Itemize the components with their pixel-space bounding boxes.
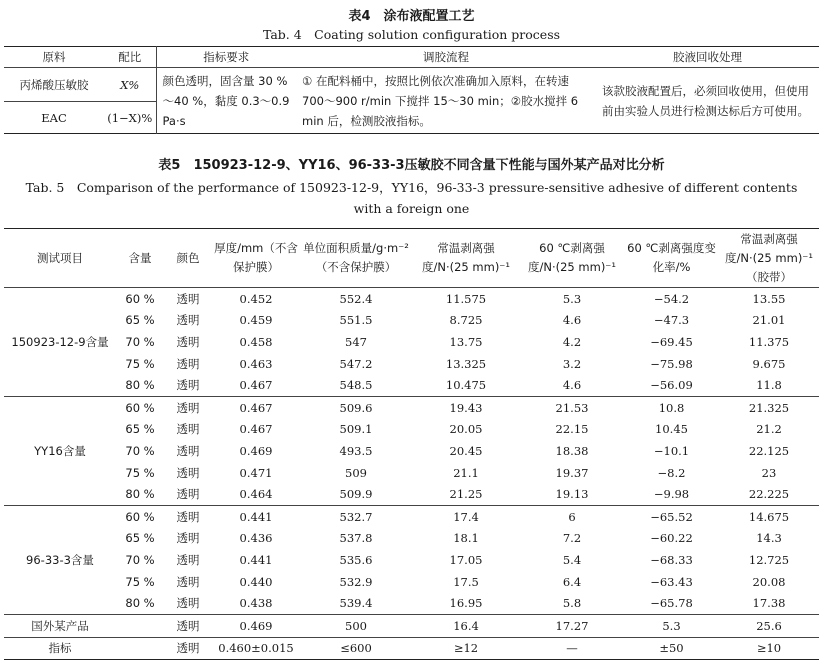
- t5-cell: 14.3: [756, 531, 782, 546]
- t5-cell: 20.08: [752, 574, 786, 589]
- t4-header-process: 调胶流程: [296, 47, 596, 68]
- t5-cell: 11.375: [748, 334, 790, 349]
- t5-cell: 0.438: [212, 592, 300, 614]
- t5-cell: 透明: [164, 637, 212, 660]
- t5-cell: 17.4: [453, 509, 479, 524]
- t5-cell: ≥12: [412, 637, 520, 660]
- t5-cell: 535.6: [339, 552, 373, 567]
- t5-cell: −65.52: [650, 509, 693, 524]
- t5-cell: −47.3: [653, 313, 690, 328]
- t5-cell: 11.575: [445, 291, 487, 306]
- t5-group-name: 96-33-3含量: [4, 505, 116, 614]
- t5-spec-row: [4, 637, 819, 660]
- t5-cell: 0.440: [239, 574, 273, 589]
- t5-cell: 60 %: [125, 400, 155, 415]
- t5-cell: 13.55: [752, 291, 786, 306]
- table-row: [4, 396, 819, 418]
- t5-cell: 70 %: [125, 552, 155, 567]
- t5-cell: 14.675: [748, 509, 790, 524]
- t5-cell: 547.2: [339, 356, 373, 371]
- t5-cell: [116, 614, 164, 637]
- t5-cell: 532.9: [339, 574, 373, 589]
- t5-cell: 65 %: [125, 531, 155, 546]
- t4-ratio-1: X%: [104, 68, 156, 102]
- t5-cell: 透明: [176, 509, 200, 524]
- t5-cell: 70 %: [125, 334, 155, 349]
- t5-cell: 0.469: [239, 443, 273, 458]
- t5-cell: 551.5: [339, 313, 373, 328]
- t5-cell: 17.5: [453, 574, 479, 589]
- t4-header-recycle: 胶液回收处理: [596, 47, 819, 68]
- table-row: [4, 353, 819, 375]
- t5-cell: 0.441: [239, 509, 273, 524]
- table-row: [4, 288, 819, 310]
- t5-cell: 80 %: [116, 592, 164, 614]
- t5-cell: 7.2: [562, 531, 582, 546]
- t5-cell: 509.1: [339, 422, 373, 437]
- t5-cell: 65 %: [125, 422, 155, 437]
- t5-cell: 13.325: [445, 356, 487, 371]
- t5-cell: 透明: [176, 618, 200, 633]
- t5-cell: 0.469: [239, 618, 273, 633]
- table-row: [4, 571, 819, 593]
- t5-cell: 493.5: [339, 443, 373, 458]
- t5-cell: 25.6: [756, 618, 782, 633]
- t4-spec: 颜色透明，固含量 30 %～40 %，黏度 0.3～0.9 Pa·s: [162, 73, 290, 128]
- table-row: [4, 528, 819, 550]
- t5-cell: 0.471: [239, 465, 273, 480]
- t5-cell: −56.09: [624, 374, 719, 396]
- t5-cell: 0.441: [239, 552, 273, 567]
- t5-cell: 22.225: [719, 483, 819, 505]
- t4-material-1: 丙烯酸压敏胶: [19, 77, 89, 92]
- table5-title-en: Tab. 5 Comparison of the performance of 150923-12-9，YY16，96-33-3 pressure-sensitive adhesive of different contents with a foreign one: [25, 180, 798, 216]
- t5-cell: 国外某产品: [31, 618, 89, 633]
- t5-cell: 0.460±0.015: [212, 637, 300, 660]
- t4-header-ratio: 配比: [104, 47, 156, 68]
- t5-cell: 21.325: [748, 400, 790, 415]
- table-row: [4, 549, 819, 571]
- t5-cell: 3.2: [562, 356, 582, 371]
- table-row: [4, 374, 819, 396]
- t4-material-2: EAC: [4, 102, 104, 134]
- t5-cell: −9.98: [624, 483, 719, 505]
- t5-cell: 21.53: [555, 400, 589, 415]
- t5-header-color: 颜色: [164, 229, 212, 288]
- t5-cell: −8.2: [657, 465, 686, 480]
- table4-title-en: Tab. 4 Coating solution configuration process: [262, 27, 561, 42]
- t5-cell: 75 %: [125, 574, 155, 589]
- t5-cell: —: [520, 637, 624, 660]
- t5-cell: 透明: [164, 483, 212, 505]
- t5-cell: 0.464: [212, 483, 300, 505]
- t5-foreign-row: [4, 614, 819, 637]
- t5-cell: 552.4: [339, 291, 373, 306]
- t5-group-name: YY16含量: [4, 396, 116, 505]
- t5-cell: 0.452: [239, 291, 273, 306]
- t5-cell: 23: [761, 465, 777, 480]
- table-row: [4, 310, 819, 332]
- t5-cell: 10.45: [655, 422, 688, 437]
- t5-cell: 透明: [176, 313, 200, 328]
- t5-cell: 0.459: [239, 313, 273, 328]
- t5-cell: 20.45: [449, 443, 483, 458]
- t5-cell: 6: [568, 509, 576, 524]
- t5-cell: 21.01: [752, 313, 786, 328]
- table5-title-zh: 表5 150923-12-9、YY16、96-33-3压敏胶不同含量下性能与国外某产品对比分析: [158, 158, 665, 173]
- t5-header-thickness: 厚度/mm（不含保护膜）: [212, 229, 300, 288]
- t5-cell: 12.725: [748, 552, 790, 567]
- t5-cell: 80 %: [116, 483, 164, 505]
- t5-header-peel-change: 60 ℃剥离强度变化率/%: [624, 229, 719, 288]
- t5-cell: −60.22: [650, 531, 693, 546]
- t5-cell: 17.27: [555, 618, 589, 633]
- t5-cell: 70 %: [125, 443, 155, 458]
- t5-cell: 16.95: [412, 592, 520, 614]
- t5-cell: 19.37: [555, 465, 589, 480]
- t5-cell: 22.15: [555, 422, 589, 437]
- t5-group-name: 150923-12-9含量: [4, 288, 116, 397]
- t5-cell: 20.05: [449, 422, 483, 437]
- t5-cell: 22.125: [748, 443, 790, 458]
- table-row: [4, 440, 819, 462]
- t4-process: ① 在配料桶中，按照比例依次准确加入原料，在转速 700～900 r/min 下搅拌 15～30 min；②胶水搅拌 6 min 后，检测胶液指标。: [302, 73, 579, 128]
- t5-cell: 80 %: [116, 374, 164, 396]
- t5-cell: 60 %: [125, 509, 155, 524]
- t5-cell: ≥10: [719, 637, 819, 660]
- t5-cell: 透明: [176, 422, 200, 437]
- t5-cell: 75 %: [125, 465, 155, 480]
- t5-cell: 4.2: [562, 334, 582, 349]
- t5-cell: 17.05: [449, 552, 483, 567]
- t5-cell: 透明: [176, 552, 200, 567]
- t5-cell: −65.78: [624, 592, 719, 614]
- table-row: [4, 483, 819, 505]
- t5-cell: 500: [345, 618, 367, 633]
- t5-cell: 透明: [176, 334, 200, 349]
- t5-cell: 18.38: [555, 443, 589, 458]
- t5-cell: 4.6: [562, 313, 582, 328]
- t4-recycle: 该款胶液配置后，必须回收使用，但使用前由实验人员进行检测达标后方可使用。: [602, 83, 809, 118]
- t5-header-content: 含量: [116, 229, 164, 288]
- table-row: [4, 462, 819, 484]
- t5-header-peel-60: 60 ℃剥离强度/N·(25 mm)⁻¹: [520, 229, 624, 288]
- t5-cell: 5.3: [562, 291, 582, 306]
- t5-cell: 537.8: [339, 531, 373, 546]
- t5-cell: 13.75: [449, 334, 483, 349]
- t5-cell: 17.38: [719, 592, 819, 614]
- t5-cell: 19.43: [449, 400, 483, 415]
- table-row: [4, 331, 819, 353]
- t5-cell: −54.2: [653, 291, 690, 306]
- t5-cell: −68.33: [650, 552, 693, 567]
- t5-header-mass: 单位面积质量/g·m⁻²（不含保护膜）: [300, 229, 412, 288]
- t5-cell: 指标: [4, 637, 116, 660]
- t5-cell: 透明: [176, 291, 200, 306]
- t5-cell: 18.1: [453, 531, 479, 546]
- t5-cell: 547: [345, 334, 367, 349]
- t4-ratio-2: (1−X)%: [104, 102, 156, 134]
- t5-cell: −75.98: [650, 356, 693, 371]
- t5-cell: 11.8: [719, 374, 819, 396]
- table4: [4, 46, 819, 134]
- t5-cell: ±50: [624, 637, 719, 660]
- t5-cell: 5.4: [562, 552, 582, 567]
- t5-cell: 0.463: [239, 356, 273, 371]
- t5-cell: 509.9: [300, 483, 412, 505]
- table-row: [4, 419, 819, 441]
- t5-cell: 9.675: [752, 356, 786, 371]
- t5-body: [4, 288, 819, 660]
- t5-cell: 透明: [176, 465, 200, 480]
- t5-cell: 6.4: [562, 574, 582, 589]
- t5-header-item: 测试项目: [4, 229, 116, 288]
- t5-cell: ≤600: [300, 637, 412, 660]
- table4-title-zh: 表4 涂布液配置工艺: [348, 9, 475, 24]
- t5-cell: 60 %: [125, 291, 155, 306]
- table5: [4, 228, 819, 660]
- t5-header-peel-tape: 常温剥离强度/N·(25 mm)⁻¹（胶带）: [719, 229, 819, 288]
- t5-cell: 0.458: [239, 334, 273, 349]
- t5-cell: 16.4: [453, 618, 479, 633]
- t5-cell: 透明: [176, 356, 200, 371]
- t5-cell: 539.4: [300, 592, 412, 614]
- t5-cell: 透明: [164, 592, 212, 614]
- t5-cell: −69.45: [650, 334, 693, 349]
- t5-cell: 509.6: [339, 400, 373, 415]
- t5-cell: 透明: [164, 374, 212, 396]
- t5-cell: 21.1: [453, 465, 479, 480]
- t5-cell: 65 %: [125, 313, 155, 328]
- t4-header-spec: 指标要求: [156, 47, 296, 68]
- t5-cell: 透明: [176, 400, 200, 415]
- t5-cell: 75 %: [125, 356, 155, 371]
- t5-cell: 0.436: [239, 531, 273, 546]
- t5-cell: 透明: [176, 531, 200, 546]
- t5-cell: 透明: [176, 574, 200, 589]
- t5-header-peel-rt: 常温剥离强度/N·(25 mm)⁻¹: [412, 229, 520, 288]
- t5-cell: 509: [345, 465, 367, 480]
- t5-cell: [116, 637, 164, 660]
- t5-cell: 19.13: [520, 483, 624, 505]
- t5-cell: 透明: [176, 443, 200, 458]
- t5-cell: 5.8: [520, 592, 624, 614]
- t5-cell: 5.3: [662, 618, 681, 633]
- table-row: [4, 505, 819, 527]
- t5-cell: 0.467: [239, 422, 273, 437]
- t5-cell: −10.1: [653, 443, 690, 458]
- t5-cell: 0.467: [212, 374, 300, 396]
- table-row: [4, 592, 819, 614]
- t5-cell: 532.7: [339, 509, 373, 524]
- t5-cell: 10.475: [412, 374, 520, 396]
- t5-cell: 548.5: [300, 374, 412, 396]
- t5-cell: 8.725: [449, 313, 483, 328]
- t4-header-material: 原料: [4, 47, 104, 68]
- t5-cell: 10.8: [658, 400, 685, 415]
- t5-cell: 0.467: [239, 400, 273, 415]
- t5-cell: 4.6: [520, 374, 624, 396]
- t5-cell: 21.25: [412, 483, 520, 505]
- t5-cell: −63.43: [650, 574, 693, 589]
- t5-cell: 21.2: [756, 422, 782, 437]
